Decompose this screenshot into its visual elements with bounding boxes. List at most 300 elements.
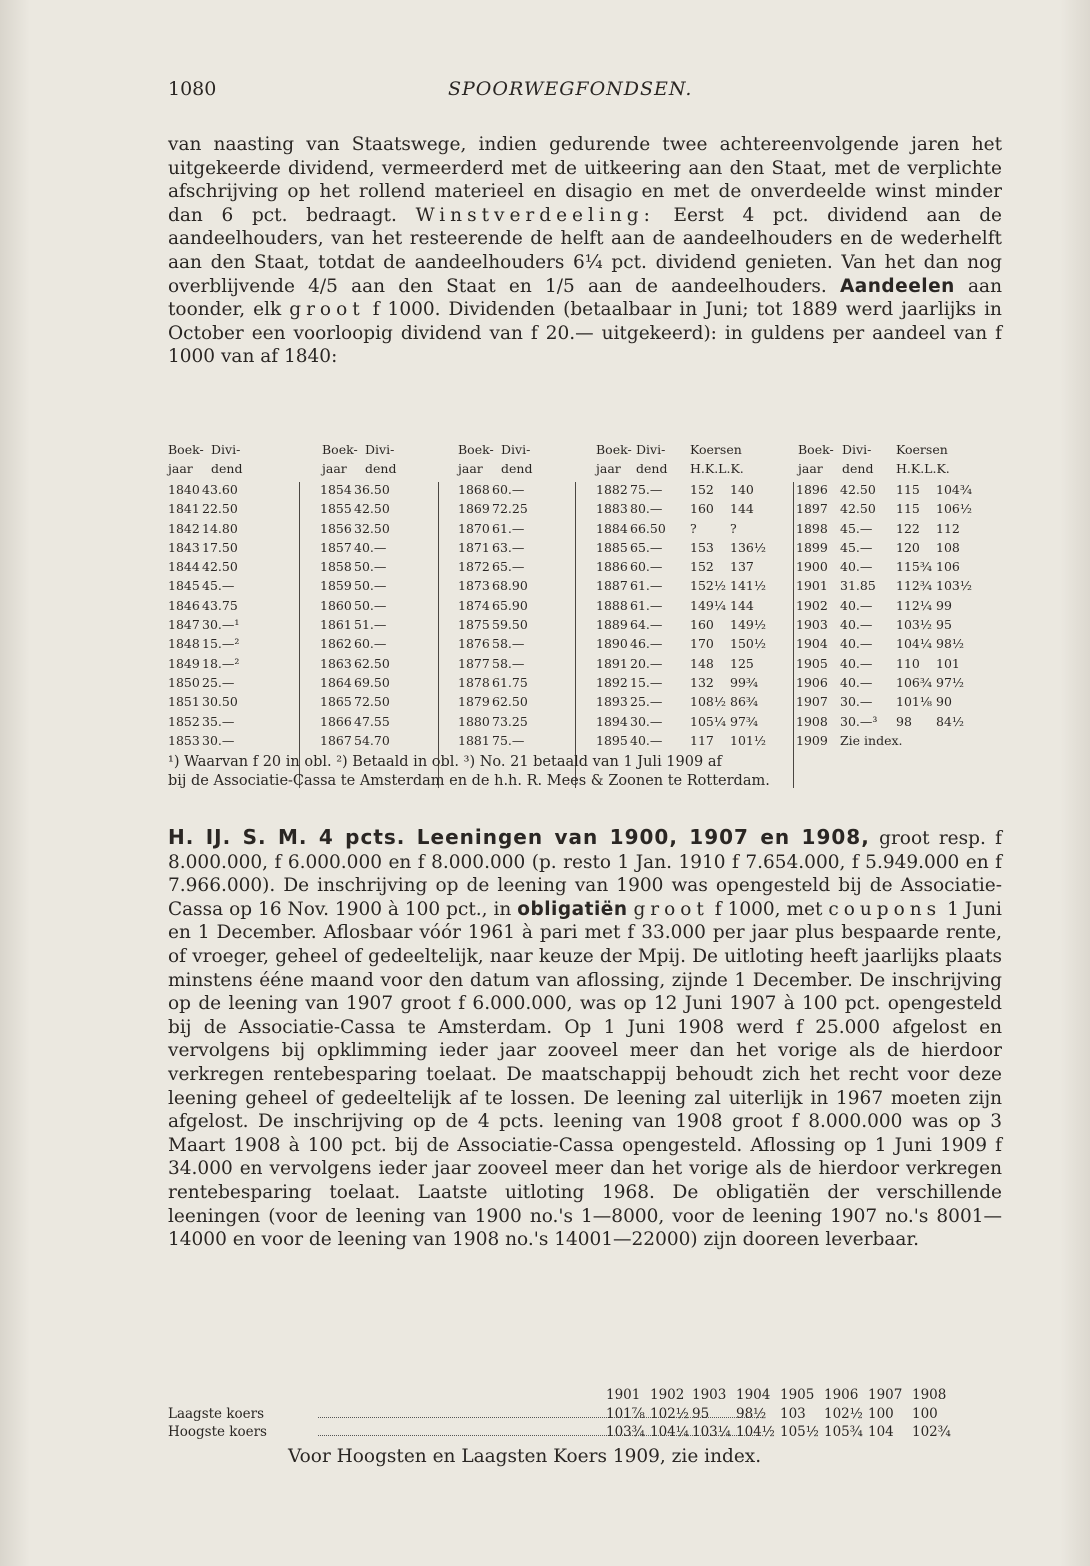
table-cell: 1866 [320,713,352,729]
table-cell: 132 [690,674,714,690]
table-cell: 1907 [796,694,828,710]
table-cell: 80.— [630,501,663,517]
table-cell: 106¾ [896,674,932,690]
table-cell: 150½ [730,636,766,652]
table-cell: 15.— [630,674,663,690]
table-cell: 61.— [492,520,525,536]
table-row [168,615,296,634]
table-cell: 1859 [320,578,352,594]
table-row [168,692,296,711]
table-row [320,538,435,557]
table-cell: 1872 [458,559,490,575]
table-cell: 61.— [630,578,663,594]
table-row [796,634,1006,653]
table-cell: 40.— [840,636,873,652]
table-cell: 58.— [492,636,525,652]
table-cell: 1902 [796,597,828,613]
table-cell: 68.90 [492,578,528,594]
koersen-year: 1906 [824,1387,859,1403]
table-row [596,596,791,615]
table-cell: 1858 [320,559,352,575]
table-header-cell: Boek- jaar [168,442,204,477]
table-cell: 1868 [458,482,490,497]
table-cell: 103½ [896,617,932,633]
table-cell: 66.50 [630,520,666,536]
table-cell: 1895 [596,732,628,748]
groot-label: groot [289,299,365,321]
table-cell: 40.— [630,732,663,748]
table-header-cell: Divi- dend [842,442,874,477]
table-cell: 60.— [492,482,525,497]
table-cell: 1881 [458,732,490,748]
table-cell: 101 [936,655,960,671]
table-cell: 30.—³ [840,713,878,729]
table-cell: 1877 [458,655,490,671]
groot-label-2: groot [633,898,709,920]
table-cell: 62.50 [492,694,528,710]
table-header-cell: Boek- jaar [798,442,834,477]
table-cell: 22.50 [202,501,238,517]
table-row [320,634,435,653]
table-cell: 14.80 [202,520,238,536]
aandeelen-heading: Aandeelen [839,275,955,297]
table-cell: 1904 [796,636,828,652]
table-row [320,692,435,711]
table-cell: 153 [690,539,714,555]
table-cell: 106 [936,559,960,575]
intro-text-4: f 1000. Dividenden (betaalbaar in Juni; tot 1889 werd jaarlijks in October een voorloopig dividend van f 20.— uitgekeerd): in guldens per aandeel van f 1000 van af 1840: [168,299,1002,368]
table-cell: 1893 [596,694,628,710]
laagste-koers-value: 102½ [824,1406,863,1422]
table-cell: 1852 [168,713,200,729]
intro-text-3: aan toonder, elk [168,275,1002,321]
table-cell: 72.25 [492,501,528,517]
koersen-year: 1903 [692,1387,727,1403]
table-row [168,654,296,673]
table-cell: 31.85 [840,578,876,594]
table-row [796,576,1006,595]
table-cell: 40.— [840,674,873,690]
table-cell: 1854 [320,482,352,497]
table-row [458,634,573,653]
table-cell: 1847 [168,617,200,633]
koersen-note: Voor Hoogsten en Laagsten Koers 1909, zie index. [288,1446,762,1467]
table-cell: 46.— [630,636,663,652]
table-cell: 99 [936,597,952,613]
loans-text-3: 1 Juni en 1 December. Aflosbaar vóór 1961 à pari met f 33.000 per jaar plus bespaarde rente, of vroeger, geheel of gedeeltelijk, naar keuze der Mpij. De uitloting heeft jaarlijks plaats minstens ééne maand voor den datum van aflossing, zijnde 1 December. De inschrijving op de leening van 1907 groot f 6.000.000, was op 12 Juni 1907 à 100 pct. opengesteld bij de Associatie-Cassa te Amsterdam. Op 1 Juni 1908 werd f 25.000 afgelost en vervolgens bij opklimming ieder jaar zooveel meer dan het vorige als de hierdoor verkregen rentebesparing toelaat. De maatschappij behoudt zich het recht voor deze leening geheel of gedeeltelijk af te lossen. De leening zal uiterlijk in 1967 moeten zijn afgelost. De inschrijving op de 4 pcts. leening van 1908 groot f 8.000.000 was op 3 Maart 1908 à 100 pct. bij de Associatie-Cassa opengesteld. Aflossing op 1 Juni 1909 f 34.000 en vervolgens ieder jaar zooveel meer dan het vorige als de hierdoor verkregen rentebesparing toelaat. Laatste uitloting 1968. De obligatiën der verschillende leeningen (voor de leening van 1900 no.'s 1—8000, voor de leening 1907 no.'s 8001—14000 en voor de leening van 1908 no.'s 14001—22000) zijn dooreen leverbaar. [168,898,1002,1251]
table-cell: 86¾ [730,694,759,710]
table-row [596,692,791,711]
table-row [458,480,573,499]
table-cell: 1844 [168,559,200,575]
table-row [796,519,1006,538]
table-row [168,634,296,653]
table-cell: 75.— [630,482,663,497]
table-cell: 1840 [168,482,200,497]
koersen-year: 1902 [650,1387,685,1403]
table-cell: 45.— [840,539,873,555]
table-cell: 152 [690,559,714,575]
table-cell: 1856 [320,520,352,536]
table-cell: 110 [896,655,920,671]
table-row [168,538,296,557]
table-cell: 1867 [320,732,352,748]
table-cell: 65.— [630,539,663,555]
table-row [458,557,573,576]
table-cell: 1842 [168,520,200,536]
table-cell: 1883 [596,501,628,517]
table-row [796,692,1006,711]
table-row [796,538,1006,557]
table-cell: 1874 [458,597,490,613]
loans-text-1: groot resp. f 8.000.000, f 6.000.000 en f 8.000.000 (p. resto 1 Jan. 1910 f 7.654.000, f 5.949.000 en f 7.966.000). De inschrijving op de leening van 1900 was opengesteld bij de Associatie-Cassa op 16 Nov. 1900 à 100 pct., in [168,828,1002,920]
table-row [796,557,1006,576]
table-header-cell: Divi- dend [211,442,243,477]
koersen-year: 1907 [868,1387,903,1403]
table-cell: 1851 [168,694,200,710]
table-cell: 45.— [840,520,873,536]
table-cell: 1876 [458,636,490,652]
table-header-cell: Koersen H.K.L.K. [690,442,744,477]
table-cell: 141½ [730,578,766,594]
table-row [458,499,573,518]
table-cell: 45.— [202,578,235,594]
table-cell: 1843 [168,539,200,555]
table-cell: 58.— [492,655,525,671]
table-cell: 1888 [596,597,628,613]
laagste-koers-value: 95 [692,1406,710,1422]
laagste-koers-value: 98½ [736,1406,767,1422]
table-row [320,615,435,634]
table-cell: 1846 [168,597,200,613]
table-cell: 105¼ [690,713,726,729]
table-cell: 1861 [320,617,352,633]
table-row [168,596,296,615]
table-cell: 32.50 [354,520,390,536]
table-row [458,654,573,673]
table-cell: 1863 [320,655,352,671]
table-cell: 1887 [596,578,628,594]
table-cell: 1870 [458,520,490,536]
table-cell: 1862 [320,636,352,652]
table-row [596,673,791,692]
table-cell: 1886 [596,559,628,575]
intro-text-1: van naasting van Staatswege, indien gedurende twee achtereenvolgende jaren het uitgekeerde dividend, vermeerderd met de uitkeering aan den Staat, met de verplichte afschrijving op het rollend materieel en disagio en met de onverdeelde winst minder dan 6 pct. bedraagt. [168,134,1002,226]
laagste-koers-value: 100 [912,1406,938,1422]
table-cell: 30.—¹ [202,617,240,633]
table-cell: 1885 [596,539,628,555]
table-row [458,731,573,750]
table-cell: 1909 [796,732,828,748]
column-divider [575,482,576,788]
table-cell: 122 [896,520,920,536]
laagste-koers-value: 102½ [650,1406,689,1422]
running-title: SPOORWEGFONDSEN. [448,78,693,100]
koersen-year: 1901 [606,1387,641,1403]
table-row [596,499,791,518]
table-cell: 35.— [202,713,235,729]
table-header-cell: Boek- jaar [596,442,632,477]
winstverdeeling-label: Winstverdeeling: [415,204,655,226]
table-row [320,480,435,499]
laagste-koers-value: 101⅞ [606,1406,645,1422]
table-row [796,596,1006,615]
table-row [796,480,1006,499]
koersen-year: 1908 [912,1387,947,1403]
table-cell: 125 [730,655,754,671]
table-cell: 152½ [690,578,726,594]
table-row [458,673,573,692]
table-cell: 75.— [492,732,525,748]
table-cell: 149½ [730,617,766,633]
table-row [596,615,791,634]
table-cell: 25.— [202,674,235,690]
table-cell: 117 [690,732,714,748]
table-cell: 15.—² [202,636,240,652]
table-header-cell: Divi- dend [501,442,533,477]
table-cell: 63.— [492,539,525,555]
table-row [458,615,573,634]
table-cell: 65.— [492,559,525,575]
table-cell: 95 [936,617,952,633]
table-row [596,712,791,731]
table-row [458,712,573,731]
page-number: 1080 [168,78,217,100]
table-cell: 50.— [354,597,387,613]
table-cell: 1899 [796,539,828,555]
hoogste-koers-value: 102¾ [912,1424,951,1440]
table-cell: 1855 [320,501,352,517]
table-row [320,499,435,518]
table-cell: 98 [896,713,912,729]
hoogste-koers-row [168,1423,1004,1441]
table-cell: 51.— [354,617,387,633]
table-row [320,557,435,576]
table-header-cell: Boek- jaar [322,442,358,477]
table-row [596,557,791,576]
loans-heading: H. IJ. S. M. 4 pcts. Leeningen van 1900, 1907 en 1908, [168,825,870,849]
table-cell: 59.50 [492,617,528,633]
hoogste-koers-value: 104½ [736,1424,775,1440]
table-cell: 1894 [596,713,628,729]
table-row [796,499,1006,518]
table-cell: 18.—² [202,655,240,671]
table-header-cell: Koersen H.K.L.K. [896,442,950,477]
table-cell: 106½ [936,501,972,517]
table-cell: 108 [936,539,960,555]
table-cell: 1892 [596,674,628,690]
table-cell: 25.— [630,694,663,710]
table-row [320,654,435,673]
table-cell: 115¾ [896,559,932,575]
table-row [320,731,435,750]
table-row [168,557,296,576]
column-divider [438,482,439,788]
table-cell: 30.— [840,694,873,710]
table-cell: 1903 [796,617,828,633]
hoogste-koers-label: Hoogste koers [168,1424,267,1440]
table-cell: 1896 [796,482,828,497]
table-column-1 [168,480,296,750]
table-cell: 120 [896,539,920,555]
laagste-koers-value: 100 [868,1406,894,1422]
table-row [168,731,296,750]
koersen-year: 1905 [780,1387,815,1403]
table-row [458,576,573,595]
table-cell: ? [730,520,737,536]
table-cell: 43.60 [202,482,238,497]
table-row [596,480,791,499]
column-divider [299,482,300,788]
table-cell: 1897 [796,501,828,517]
table-cell: 104¼ [896,636,932,652]
table-cell: 1841 [168,501,200,517]
table-row [458,596,573,615]
table-cell: ? [690,520,697,536]
table-cell: 97¾ [730,713,759,729]
intro-paragraph [168,133,1002,369]
table-cell: 40.— [840,655,873,671]
hoogste-koers-value: 103¼ [692,1424,731,1440]
table-cell: 90 [936,694,952,710]
loans-paragraph [168,826,1002,1252]
table-column-3 [458,480,573,750]
table-cell: 140 [730,482,754,497]
table-column-5 [796,480,1006,750]
table-cell: 42.50 [202,559,238,575]
table-row [796,712,1006,731]
table-row [458,692,573,711]
table-cell: 112¾ [896,578,932,594]
table-cell: 64.— [630,617,663,633]
table-cell: 115 [896,501,920,517]
table-cell: 69.50 [354,674,390,690]
coupons-label: coupons [828,898,942,920]
table-row [596,731,791,750]
table-cell: 65.90 [492,597,528,613]
table-cell: 1864 [320,674,352,690]
table-row [596,654,791,673]
table-cell: Zie index. [840,732,903,748]
table-cell: 40.— [840,559,873,575]
table-cell: 50.— [354,578,387,594]
table-row [168,712,296,731]
hoogste-koers-value: 104 [868,1424,894,1440]
table-cell: 1871 [458,539,490,555]
table-row [168,576,296,595]
table-cell: 1848 [168,636,200,652]
table-cell: 40.— [354,539,387,555]
footnote-1: ¹) Waarvan f 20 in obl. ²) Betaald in obl. ³) No. 21 betaald van 1 Juli 1909 af [168,754,722,770]
table-cell: 1889 [596,617,628,633]
column-divider [793,482,794,788]
table-cell: 99¾ [730,674,759,690]
table-column-4 [596,480,791,750]
table-row [796,731,1006,750]
hoogste-koers-value: 103¾ [606,1424,645,1440]
page-header [168,78,998,102]
table-cell: 84½ [936,713,965,729]
table-cell: 101⅛ [896,694,932,710]
table-cell: 1882 [596,482,628,497]
koersen-year: 1904 [736,1387,771,1403]
obligatien-heading: obligatiën [517,898,628,920]
table-row [168,499,296,518]
table-cell: 1908 [796,713,828,729]
table-cell: 1891 [596,655,628,671]
table-row [320,576,435,595]
table-row [458,538,573,557]
table-cell: 1860 [320,597,352,613]
table-row [168,480,296,499]
hoogste-koers-value: 105½ [780,1424,819,1440]
table-cell: 1878 [458,674,490,690]
table-cell: 148 [690,655,714,671]
table-cell: 1850 [168,674,200,690]
laagste-koers-row [168,1405,1004,1423]
table-cell: 60.— [354,636,387,652]
table-cell: 112 [936,520,960,536]
laagste-koers-value: 103 [780,1406,806,1422]
table-row [596,634,791,653]
table-row [320,712,435,731]
table-headers [166,440,1006,480]
table-cell: 61.— [630,597,663,613]
intro-text-2: Eerst 4 pct. dividend aan de aandeelhouders, van het resteerende de helft aan de aandeelhouders en de wederhelft aan den Staat, totdat de aandeelhouders 6¼ pct. dividend genieten. Van het dan nog overblijvende 4/5 aan den Staat en 1/5 aan de aandeelhouders. [168,204,1002,297]
table-cell: 160 [690,501,714,517]
table-row [796,615,1006,634]
table-cell: 1884 [596,520,628,536]
table-cell: 1880 [458,713,490,729]
table-row [320,673,435,692]
table-cell: 103½ [936,578,972,594]
table-cell: 1890 [596,636,628,652]
table-cell: 1865 [320,694,352,710]
table-cell: 144 [730,501,754,517]
footnote-2: bij de Associatie-Cassa te Amsterdam en de h.h. R. Mees & Zoonen te Rotterdam. [168,773,770,789]
table-cell: 108½ [690,694,726,710]
table-column-2 [320,480,435,750]
table-row [320,519,435,538]
table-row [596,538,791,557]
hoogste-koers-value: 105¾ [824,1424,863,1440]
table-cell: 43.75 [202,597,238,613]
table-cell: 152 [690,482,714,497]
table-cell: 60.— [630,559,663,575]
table-cell: 1857 [320,539,352,555]
table-cell: 170 [690,636,714,652]
table-cell: 61.75 [492,674,528,690]
table-header-cell: Divi- dend [636,442,668,477]
table-header-cell: Boek- jaar [458,442,494,477]
table-cell: 30.50 [202,694,238,710]
table-cell: 40.— [840,597,873,613]
table-cell: 98½ [936,636,965,652]
table-cell: 1901 [796,578,828,594]
table-cell: 1875 [458,617,490,633]
table-cell: 1906 [796,674,828,690]
table-cell: 1869 [458,501,490,517]
loans-text-2: f 1000, met [714,898,823,920]
table-row [168,673,296,692]
table-cell: 97½ [936,674,965,690]
table-cell: 30.— [630,713,663,729]
table-cell: 73.25 [492,713,528,729]
table-cell: 1873 [458,578,490,594]
table-cell: 1898 [796,520,828,536]
table-cell: 1879 [458,694,490,710]
table-cell: 20.— [630,655,663,671]
